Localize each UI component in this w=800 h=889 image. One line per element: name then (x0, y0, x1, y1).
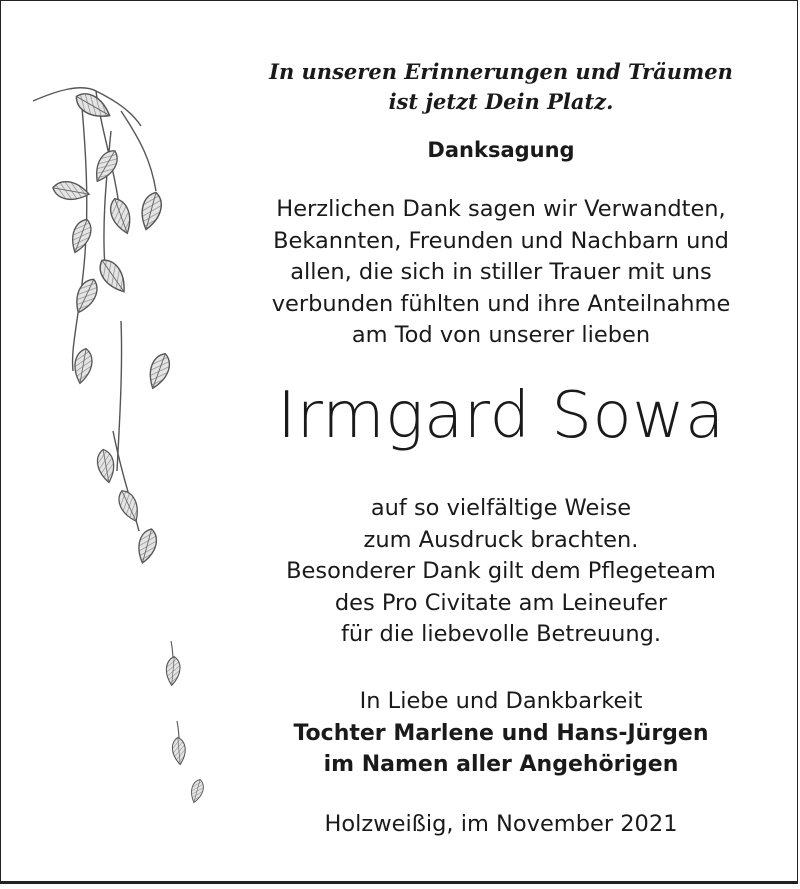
expression-line-3: Besonderer Dank gilt dem Pflegeteam (286, 558, 716, 584)
heading-danksagung: Danksagung (427, 138, 575, 162)
motto-quote (231, 57, 771, 117)
thanks-line-4: verbunden fühlten und ihre Anteilnahme (271, 290, 731, 317)
expression-line-4: des Pro Civitate am Leineufer (334, 589, 668, 616)
signers-line-1: Tochter Marlene und Hans-Jürgen (293, 721, 709, 746)
motto-line-2: ist jetzt Dein Platz. (388, 89, 614, 114)
birch-branch-illustration (21, 71, 221, 821)
motto-line-1: In unseren Erinnerungen und Träumen (269, 59, 733, 84)
expression-line-5: für die liebevolle Betreuung. (340, 621, 662, 647)
thanks-paragraph (231, 194, 771, 352)
closing-line: In Liebe und Dankbarkeit (359, 688, 643, 714)
thanks-line-2: Bekannten, Freunden und Nachbarn und (273, 227, 729, 254)
thanks-line-5: am Tod von unserer lieben (351, 322, 651, 348)
expression-line-2: zum Ausdruck brachten. (363, 526, 639, 553)
signers (231, 718, 771, 780)
deceased-name: Irmgard Sowa (277, 379, 725, 453)
place-date: Holzweißig, im November 2021 (324, 811, 678, 837)
expression-paragraph (231, 493, 771, 651)
thanks-line-3: allen, die sich in stiller Trauer mit uns (290, 259, 712, 285)
thanks-line-1: Herzlichen Dank sagen wir Verwandten, (276, 196, 726, 222)
signers-line-2: im Namen aller Angehörigen (323, 752, 679, 777)
expression-line-1: auf so vielfältige Weise (370, 495, 632, 521)
